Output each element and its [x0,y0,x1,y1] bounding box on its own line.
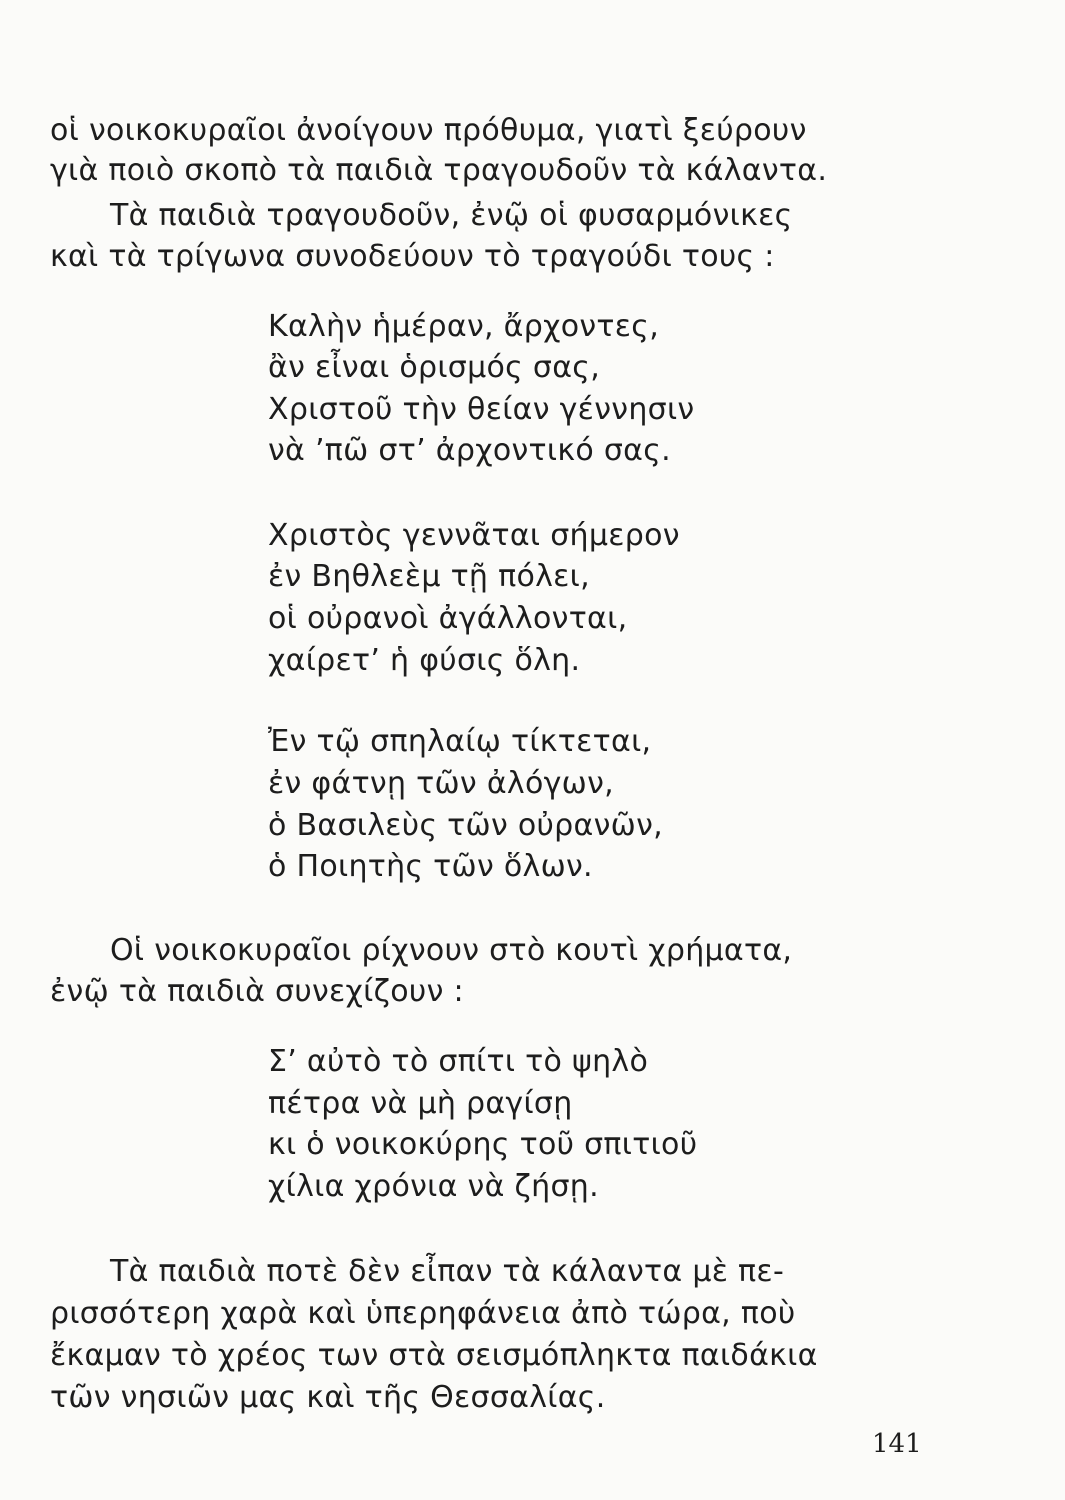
stanza-3-line-1: Ἐν τῷ σπηλαίῳ τίκτεται, [268,724,652,759]
stanza-4-line-4: χίλια χρόνια νὰ ζήσῃ. [268,1169,599,1204]
paragraph-4-line-3: ἔκαμαν τὸ χρέος των στὰ σεισμόπληκτα παιδάκια [50,1338,818,1373]
paragraph-2-line-1: Τὰ παιδιὰ τραγουδοῦν, ἐνῷ οἱ φυσαρμόνικες [110,198,793,233]
paragraph-4-line-2: ρισσότερη χαρὰ καὶ ὑπερηφάνεια ἀπὸ τώρα, ποὺ [50,1296,796,1331]
paragraph-4-line-1: Τὰ παιδιὰ ποτὲ δὲν εἶπαν τὰ κάλαντα μὲ πε- [110,1254,785,1289]
stanza-1-line-2: ἂν εἶναι ὁρισμός σας, [268,350,601,385]
stanza-1-line-1: Καλὴν ἡμέραν, ἄρχοντες, [268,309,660,344]
stanza-4-line-3: κι ὁ νοικοκύρης τοῦ σπιτιοῦ [268,1127,698,1162]
paragraph-1-line-2: γιὰ ποιὸ σκοπὸ τὰ παιδιὰ τραγουδοῦν τὰ κάλαντα. [50,153,828,188]
paragraph-3-line-1: Οἱ νοικοκυραῖοι ρίχνουν στὸ κουτὶ χρήματα, [110,933,793,968]
stanza-4-line-2: πέτρα νὰ μὴ ραγίσῃ [268,1086,573,1121]
paragraph-2-line-2: καὶ τὰ τρίγωνα συνοδεύουν τὸ τραγούδι τους : [50,239,775,274]
stanza-3-line-2: ἐν φάτνῃ τῶν ἀλόγων, [268,766,614,801]
stanza-2-line-2: ἐν Βηθλεὲμ τῇ πόλει, [268,559,590,594]
paragraph-1-line-1: οἱ νοικοκυραῖοι ἀνοίγουν πρόθυμα, γιατὶ ξεύρουν [50,113,807,148]
stanza-2-line-4: χαίρετ’ ἡ φύσις ὅλη. [268,643,581,678]
paragraph-4-line-4: τῶν νησιῶν μας καὶ τῆς Θεσσαλίας. [50,1380,606,1415]
stanza-3-line-4: ὁ Ποιητὴς τῶν ὅλων. [268,849,593,884]
stanza-2-line-3: οἱ οὐρανοὶ ἀγάλλονται, [268,601,628,636]
paragraph-3-line-2: ἐνῷ τὰ παιδιὰ συνεχίζουν : [50,974,464,1009]
stanza-2-line-1: Χριστὸς γεννᾶται σήμερον [268,518,680,553]
page-number: 141 [872,1429,922,1459]
stanza-4-line-1: Σ’ αὐτὸ τὸ σπίτι τὸ ψηλὸ [268,1044,649,1079]
stanza-3-line-3: ὁ Βασιλεὺς τῶν οὐρανῶν, [268,808,663,843]
stanza-1-line-3: Χριστοῦ τὴν θείαν γέννησιν [268,392,695,427]
stanza-1-line-4: νὰ ’πῶ στ’ ἀρχοντικό σας. [268,433,671,468]
